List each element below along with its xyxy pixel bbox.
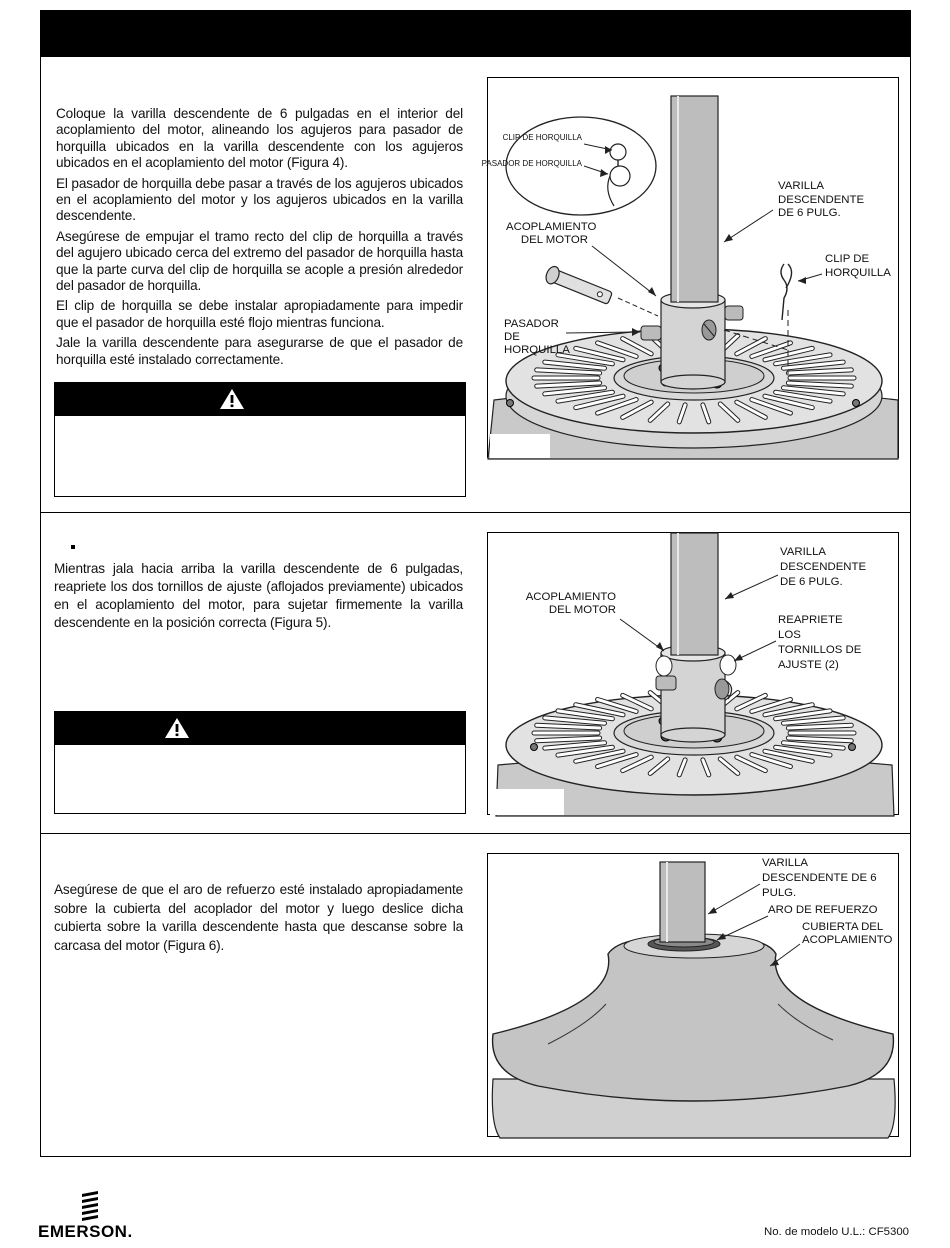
downrod-label: VARILLA DESCENDENTE DE 6 PULG.	[778, 180, 865, 219]
inset-pin-label: PASADOR DE HORQUILLA	[481, 159, 582, 168]
warning-icon	[164, 717, 190, 739]
paragraph: Jale la varilla descendente para asegurarse de que el pasador de horquilla esté instalado correctamente.	[56, 335, 463, 367]
cover-label: CUBIERTA DEL ACOPLAMIENTO	[802, 921, 893, 946]
paragraph: Coloque la varilla descendente de 6 pulgadas en el interior del acoplamiento del motor, alineando los agujeros para pasador de horquilla ubicados en la varilla descendente con los agujeros ubicados en el acoplamiento del motor (Figura 4).	[56, 106, 463, 171]
model-number: No. de modelo U.L.: CF5300	[764, 1226, 909, 1238]
warning-box	[54, 711, 466, 814]
downrod-label: VARILLA DESCENDENTE DE 6 PULG.	[762, 857, 877, 899]
emerson-logo-icon	[76, 1190, 106, 1224]
section3-text	[54, 881, 463, 959]
clip-label: CLIP DE HORQUILLA	[825, 253, 891, 279]
paragraph: El clip de horquilla se debe instalar apropiadamente para impedir que el pasador de horquilla esté flojo mientras funciona.	[56, 298, 463, 330]
pin-label: PASADOR DE HORQUILLA	[504, 318, 570, 356]
section2-text	[54, 560, 463, 636]
warning-box	[54, 382, 466, 497]
section1-text	[56, 106, 463, 372]
header-bar	[40, 10, 911, 57]
warning-header	[55, 383, 465, 416]
figure-6	[487, 853, 899, 1137]
paragraph: Asegúrese de que el aro de refuerzo esté instalado apropiadamente sobre la cubierta del acoplador del motor y luego deslice dicha cubierta sobre la varilla descendente hasta que descanse sobre la carcasa del motor (Figura 6).	[54, 882, 463, 953]
paragraph: Mientras jala hacia arriba la varilla descendente de 6 pulgadas, reapriete los dos tornillos de ajuste (aflojados previamente) ubicados en el acoplamiento del motor, para sujetar firmemente la varilla descendente en la posición correcta (Figura 5).	[54, 561, 463, 630]
brand-name: EMERSON.	[38, 1222, 133, 1241]
figure-4	[481, 77, 899, 458]
figure-5	[487, 532, 899, 815]
bullet-mark	[71, 545, 75, 549]
warning-icon	[219, 388, 245, 410]
coupling-label: ACOPLAMIENTO DEL MOTOR	[506, 221, 597, 246]
paragraph: Asegúrese de empujar el tramo recto del clip de horquilla a través del agujero ubicado cerca del extremo del pasador de horquilla hasta que la parte curva del clip de horquilla se acople a presión alrededor del pasador de horquilla.	[56, 228, 463, 294]
screws-label: REAPRIETE LOS TORNILLOS DE AJUSTE (2)	[778, 614, 862, 671]
paragraph: El pasador de horquilla debe pasar a través de los agujeros ubicados en el acoplamiento del motor y los agujeros ubicados en la varilla descendente.	[56, 175, 463, 224]
emerson-logo	[38, 1190, 153, 1242]
section-divider	[41, 833, 910, 834]
inset-clip-label: CLIP DE HORQUILLA	[502, 133, 582, 142]
warning-header	[55, 712, 465, 745]
coupling-label: ACOPLAMIENTO DEL MOTOR	[525, 591, 616, 616]
ring-label: ARO DE REFUERZO	[768, 904, 878, 916]
section-divider	[41, 512, 910, 513]
downrod-label: VARILLA DESCENDENTE DE 6 PULG.	[780, 546, 867, 588]
